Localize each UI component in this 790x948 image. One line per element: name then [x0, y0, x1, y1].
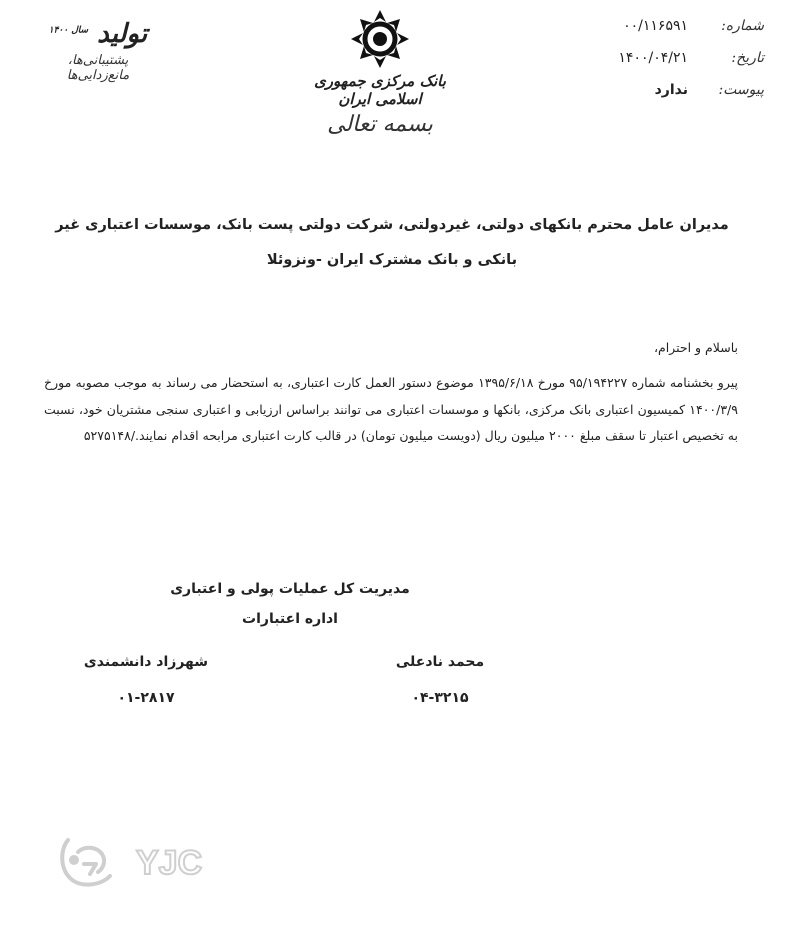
central-bank-emblem-icon [349, 8, 411, 70]
letter-attachment-row [554, 82, 764, 114]
greeting-text: باسلام و احترام، [653, 340, 738, 355]
letter-body-paragraph: پیرو بخشنامه شماره ۹۵/۱۹۴۲۲۷ مورخ ۱۳۹۵/۶/۱۸ موضوع دستور العمل کارت اعتباری، به استحضار می رساند به موجب مصوبه مورخ ۱۴۰۰/۳/۹ کمیسیون اعتباری بانک مرکزی، بانکها و موسسات اعتباری می توانند براساس ارزیابی و اعتباری سنجی مشتریان خود، نسبت به تخصیص اعتبار تا سقف مبلغ ۲۰۰۰ میلیون ریال (دویست میلیون تومان) در قالب کارت اعتباری مرابحه اقدام نمایند./۵۲۷۵۱۴۸ [44, 375, 738, 443]
slogan-year: سال ۱۴۰۰ [48, 25, 89, 36]
letter-attachment-label: پیوست: [718, 82, 764, 98]
letter-number-value: ۰۰/۱۱۶۵۹۱ [623, 18, 688, 34]
letter-number-row [554, 18, 764, 50]
signer-code: ۰۴-۳۲۱۵ [411, 690, 469, 706]
department-name: مدیریت کل عملیات پولی و اعتباری [170, 581, 410, 597]
signature-block-left [56, 644, 236, 716]
bank-name-logotype: بانک مرکزی جمهوری اسلامی ایران [314, 72, 446, 108]
year-slogan [38, 20, 158, 83]
issuing-department [140, 574, 440, 634]
slogan-subtitle: پشتیبانی‌ها، مانع‌زدایی‌ها [66, 52, 130, 83]
letter-date-row [554, 50, 764, 82]
signer-name: محمد نادعلی [395, 654, 485, 670]
letter-attachment-value: ندارد [654, 82, 688, 98]
letter-date-value: ۱۴۰۰/۰۴/۲۱ [618, 50, 688, 66]
yjc-logo-text: YJC [136, 844, 203, 882]
central-bank-header [290, 8, 470, 137]
yjc-watermark-logo [54, 830, 224, 892]
slogan-title-text: تولید [97, 19, 148, 49]
basmala-mark: بسمه تعالی [327, 112, 433, 137]
recipient-heading: مدیران عامل محترم بانکهای دولتی، غیردولتی، شرکت دولتی پست بانک، موسسات اعتباری غیر بانکی و بانک مشترک ایران -ونزوئلا [55, 217, 729, 268]
yjc-logo-icon [62, 840, 110, 885]
signer-name: شهرزاد دانشمندی [83, 654, 209, 670]
letter-number-label: شماره: [721, 18, 764, 34]
slogan-title [38, 20, 158, 49]
letter-date-label: تاریخ: [731, 50, 764, 66]
office-name: اداره اعتبارات [242, 611, 338, 627]
letter-meta [554, 18, 764, 114]
signer-code: ۰۱-۲۸۱۷ [117, 690, 175, 706]
signature-block-right [350, 644, 530, 716]
